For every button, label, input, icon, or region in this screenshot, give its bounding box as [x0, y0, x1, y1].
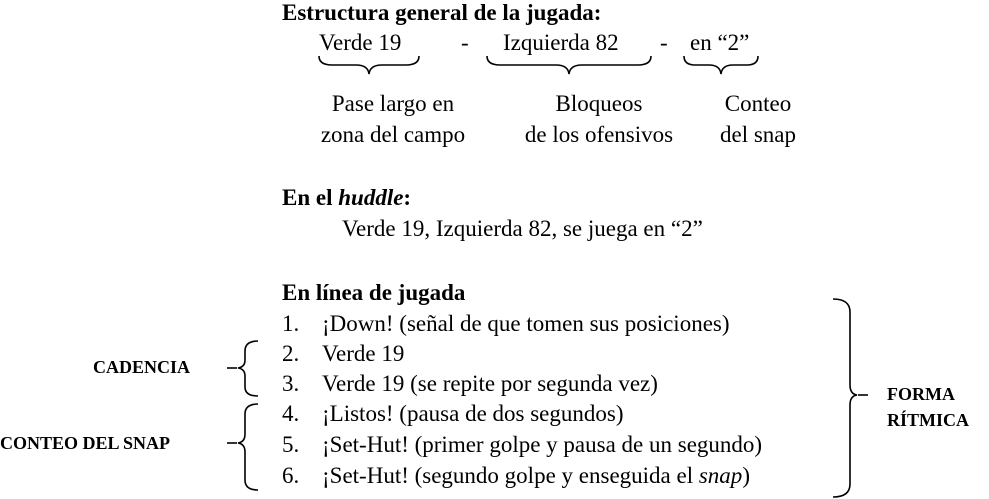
brace-cadencia: [238, 341, 258, 396]
line-heading: En línea de jugada: [282, 280, 466, 305]
desc-pass-line2: zona del campo: [320, 122, 466, 147]
huddle-call: Verde 19, Izquierda 82, se juega en “2”: [342, 216, 703, 241]
list-number: 4.: [282, 401, 300, 426]
list-item: ¡Listos! (pausa de dos segundos): [322, 401, 624, 426]
desc-pass-line1: Pase largo en: [331, 91, 455, 116]
list-item: ¡Set-Hut! (primer golpe y pausa de un segundo): [322, 432, 763, 457]
list-number: 2.: [282, 341, 300, 366]
list-item: ¡Set-Hut! (segundo golpe y enseguida el snap): [322, 463, 750, 488]
separator: -: [660, 30, 668, 55]
desc-count-line2: del snap: [719, 122, 796, 147]
label-cadencia: CADENCIA: [93, 357, 191, 377]
play-part-color: Verde 19: [319, 30, 402, 55]
huddle-heading: En el huddle:: [282, 185, 412, 210]
brace-forma-ritmica: [833, 299, 857, 497]
desc-blocks-line2: de los ofensivos: [524, 122, 674, 147]
list-item: ¡Down! (señal de que tomen sus posiciones): [322, 311, 730, 336]
brace-under-part1: [319, 56, 419, 74]
label-ritmica: RÍTMICA: [887, 410, 970, 430]
list-item: Verde 19 (se repite por segunda vez): [322, 371, 658, 396]
list-number: 3.: [282, 371, 300, 396]
separator: -: [461, 30, 469, 55]
structure-heading: Estructura general de la jugada:: [282, 0, 602, 25]
list-item: Verde 19: [322, 341, 405, 366]
label-conteo-snap: CONTEO DEL SNAP: [0, 433, 171, 453]
brace-under-part2: [487, 56, 651, 74]
list-number: 5.: [282, 432, 300, 457]
play-part-blocking: Izquierda 82: [503, 30, 619, 55]
brace-conteo: [238, 404, 258, 490]
list-number: 1.: [282, 311, 300, 336]
play-part-count: en “2”: [690, 30, 750, 55]
brace-under-part3: [684, 56, 758, 74]
label-forma: FORMA: [887, 384, 955, 404]
desc-count-line1: Conteo: [724, 91, 792, 116]
list-number: 6.: [282, 463, 300, 488]
desc-blocks-line1: Bloqueos: [555, 91, 643, 116]
